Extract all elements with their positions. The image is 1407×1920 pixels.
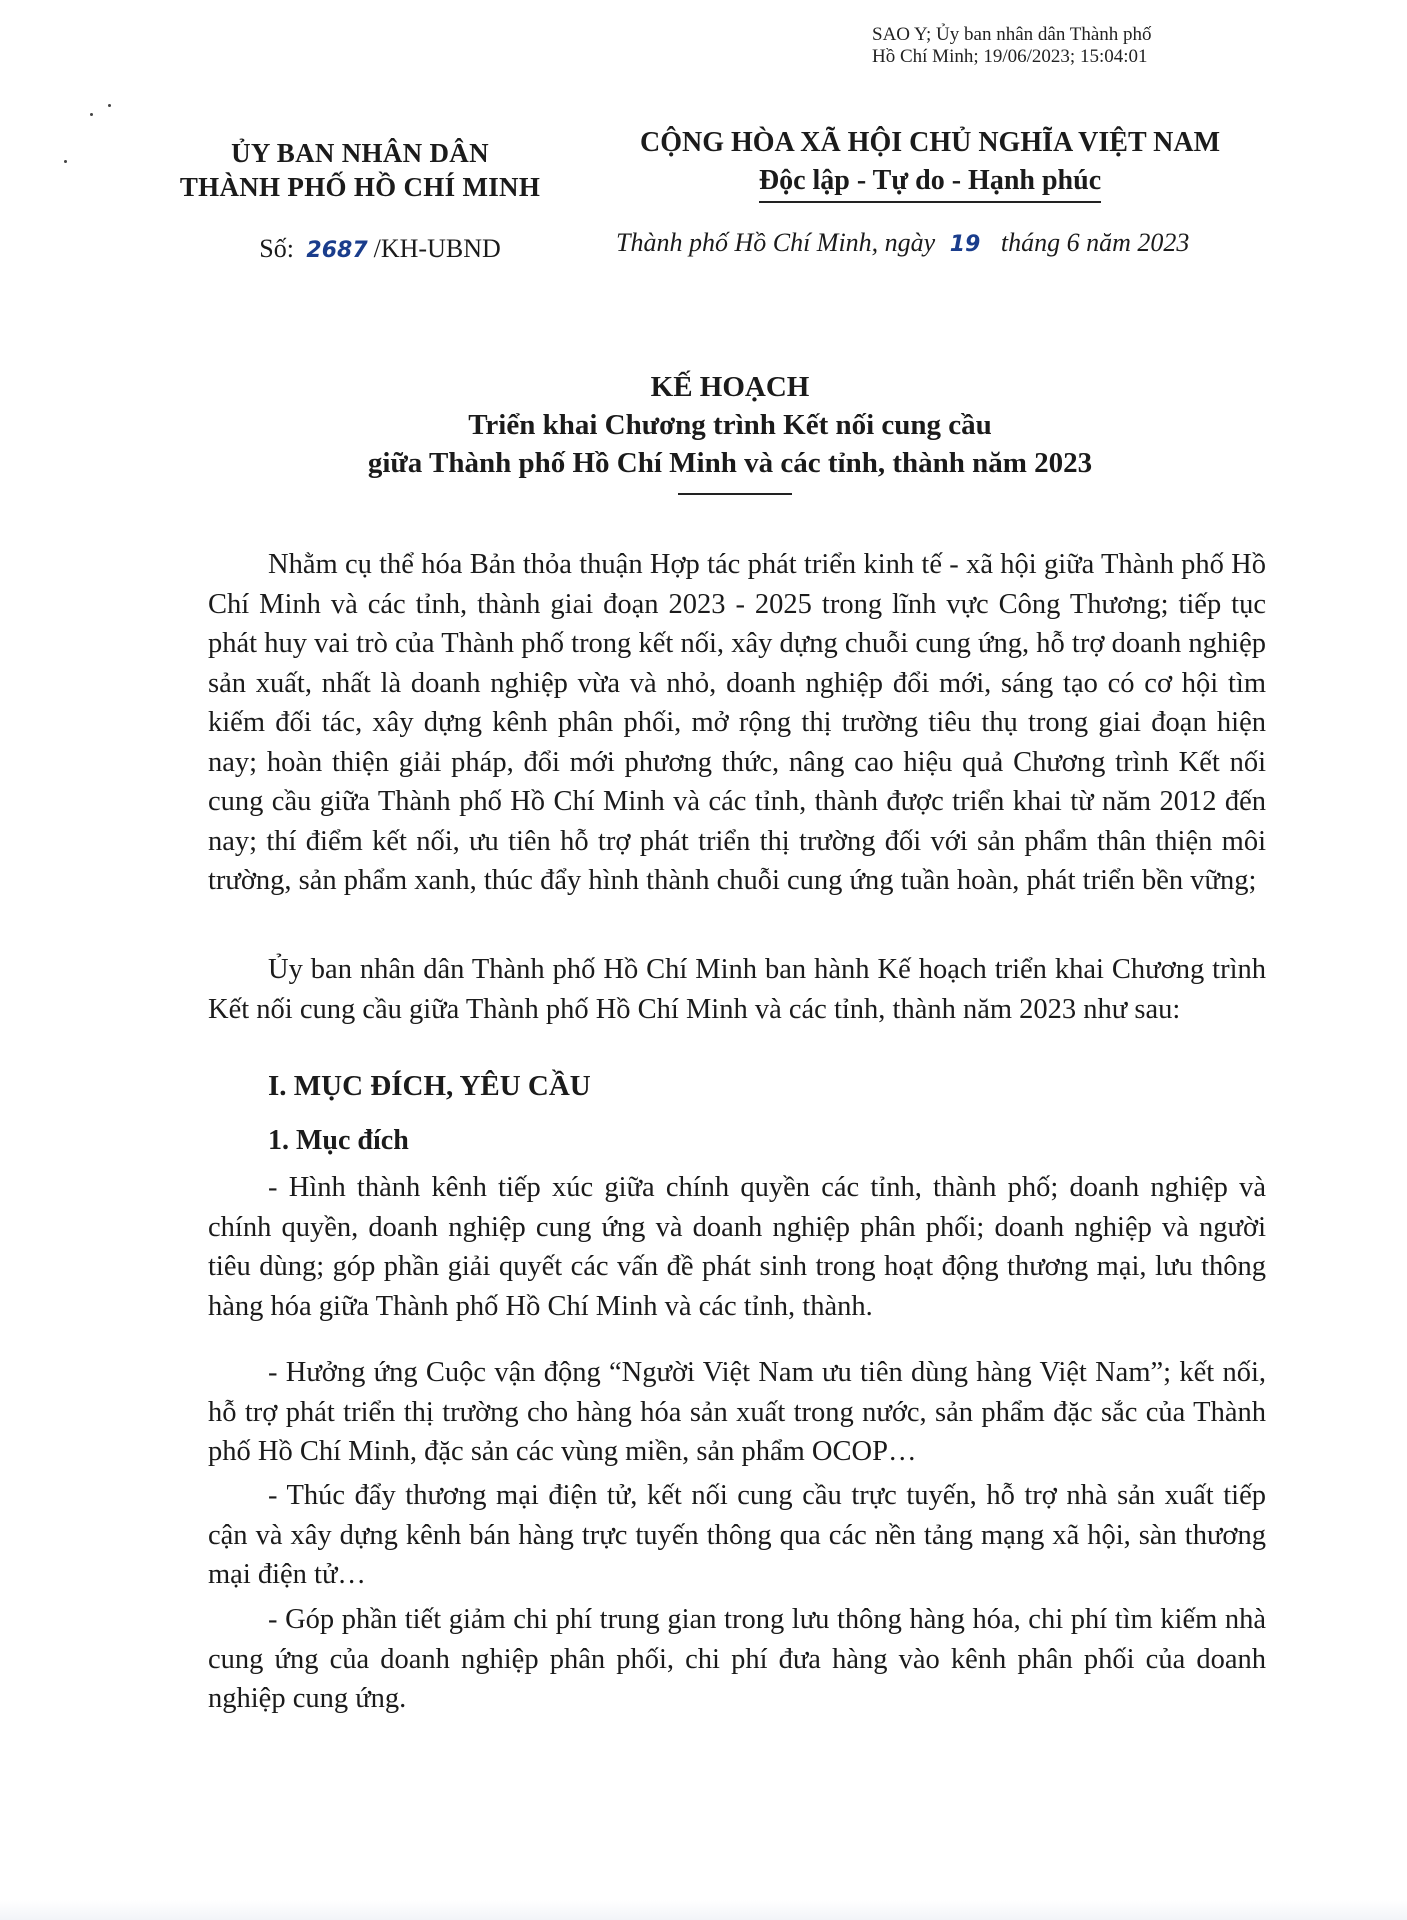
stamp-line-2: Hồ Chí Minh; 19/06/2023; 15:04:01 xyxy=(872,46,1148,67)
copy-stamp xyxy=(872,24,1332,68)
date-prefix: Thành phố Hồ Chí Minh, ngày xyxy=(616,228,936,257)
title-subtitle-2: giữa Thành phố Hồ Chí Minh và các tỉnh, thành năm 2023 xyxy=(367,447,1093,479)
document-number xyxy=(180,234,580,264)
document-title xyxy=(200,368,1260,482)
doc-number-prefix: Số: xyxy=(259,234,294,263)
speck xyxy=(90,113,93,116)
purpose-item: - Hưởng ứng Cuộc vận động “Người Việt Nam ưu tiên dùng hàng Việt Nam”; kết nối, hỗ trợ phát triển thị trường cho hàng hóa sản xuất trong nước, sản phẩm đặc sắc của Thành phố Hồ Chí Minh, đặc sản các vùng miền, sản phẩm OCOP… xyxy=(208,1357,1266,1467)
issuer-line-2: THÀNH PHỐ HỒ CHÍ MINH xyxy=(179,172,541,202)
section-heading: I. MỤC ĐÍCH, YÊU CẦU xyxy=(268,1070,591,1102)
intro-paragraph: Nhằm cụ thể hóa Bản thỏa thuận Hợp tác phát triển kinh tế - xã hội giữa Thành phố Hồ Chí Minh và các tỉnh, thành giai đoạn 2023 - 2025 trong lĩnh vực Công Thương; tiếp tục phát huy vai trò của Thành phố trong kết nối, xây dựng chuỗi cung ứng, hỗ trợ doanh nghiệp sản xuất, nhất là doanh nghiệp vừa và nhỏ, doanh nghiệp đổi mới, sáng tạo có cơ hội tìm kiếm đối tác, xây dựng kênh phân phối, mở rộng thị trường tiêu thụ trong giai đoạn hiện nay; hoàn thiện giải pháp, đổi mới phương thức, nâng cao hiệu quả Chương trình Kết nối cung cầu giữa Thành phố Hồ Chí Minh và các tỉnh, thành được triển khai từ năm 2012 đến nay; thí điểm kết nối, ưu tiên hỗ trợ phát triển thị trường đối với sản phẩm thân thiện môi trường, sản phẩm xanh, thúc đẩy hình thành chuỗi cung ứng tuần hoàn, phát triển bền vững; xyxy=(208,549,1266,896)
purpose-item: - Thúc đẩy thương mại điện tử, kết nối cung cầu trực tuyến, hỗ trợ nhà sản xuất tiếp cận và xây dựng kênh bán hàng trực tuyến thông qua các nền tảng mạng xã hội, sàn thương mại điện tử… xyxy=(208,1480,1266,1590)
doc-number-handwritten: 2687 xyxy=(306,238,368,263)
purpose-item: - Góp phần tiết giảm chi phí trung gian trong lưu thông hàng hóa, chi phí tìm kiếm nhà cung ứng của doanh nghiệp phân phối, chi phí đưa hàng vào kênh phân phối của doanh nghiệp cung ứng. xyxy=(208,1604,1266,1714)
speck xyxy=(64,160,67,163)
purpose-item: - Hình thành kênh tiếp xúc giữa chính quyền các tỉnh, thành phố; doanh nghiệp và chính quyền, doanh nghiệp cung ứng và doanh nghiệp phân phối; doanh nghiệp và người tiêu dùng; góp phần giải quyết các vấn đề phát sinh trong hoạt động thương mại, lưu thông hàng hóa giữa Thành phố Hồ Chí Minh và các tỉnh, thành. xyxy=(208,1172,1266,1322)
title-subtitle-1: Triển khai Chương trình Kết nối cung cầu xyxy=(468,409,992,441)
title-divider xyxy=(678,493,792,495)
scan-edge xyxy=(0,1900,1407,1920)
national-motto: Độc lập - Tự do - Hạnh phúc xyxy=(759,162,1101,203)
issuance-paragraph: Ủy ban nhân dân Thành phố Hồ Chí Minh ban hành Kế hoạch triển khai Chương trình Kết nối cung cầu giữa Thành phố Hồ Chí Minh và các tỉnh, thành năm 2023 như sau: xyxy=(208,954,1266,1025)
national-header xyxy=(590,124,1270,203)
title-main: KẾ HOẠCH xyxy=(650,371,810,403)
national-title: CỘNG HÒA XÃ HỘI CHỦ NGHĨA VIỆT NAM xyxy=(639,127,1221,158)
issuer-block xyxy=(140,136,580,204)
doc-number-suffix: /KH-UBND xyxy=(373,234,501,263)
subsection-heading: 1. Mục đích xyxy=(268,1125,409,1156)
speck xyxy=(108,104,111,107)
issuer-line-1: ỦY BAN NHÂN DÂN xyxy=(231,138,489,168)
issue-date xyxy=(616,228,1276,258)
date-day-handwritten: 19 xyxy=(949,232,981,257)
date-suffix: tháng 6 năm 2023 xyxy=(1000,228,1190,257)
stamp-line-1: SAO Y; Ủy ban nhân dân Thành phố xyxy=(872,24,1152,45)
